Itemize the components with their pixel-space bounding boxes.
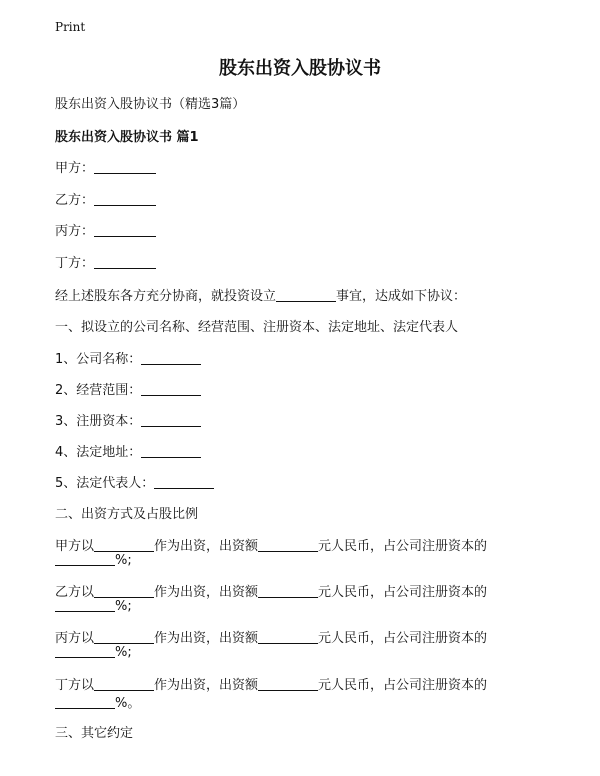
section-heading: 股东出资入股协议书 篇1 [55,130,199,145]
blank-line [94,160,156,174]
item-label: 3、注册资本： [55,414,142,429]
contrib-end: %。 [115,696,141,711]
blank-line [94,255,156,269]
blank-line [141,444,201,458]
blank-line [94,584,154,598]
blank-line [55,644,115,658]
blank-line [94,630,154,644]
blank-line [258,677,318,691]
item-label: 2、经营范围： [55,383,142,398]
item-legal-address [55,441,201,460]
contrib-party: 丙方以 [55,631,95,646]
contrib-text: 作为出资，出资额 [154,678,259,693]
section-1-heading: 一、拟设立的公司名称、经营范围、注册资本、法定地址、法定代表人 [55,320,459,335]
party-line-b [55,189,156,208]
blank-line [55,695,115,709]
blank-line [94,538,154,552]
contrib-party: 甲方以 [55,539,95,554]
document-title: 股东出资入股协议书 [219,58,381,79]
party-line-a [55,157,156,176]
contribution-end-c [55,644,132,660]
contribution-end-a [55,552,132,568]
blank-line [258,538,318,552]
contrib-text: 作为出资，出资额 [154,585,259,600]
blank-line [94,223,156,237]
item-registered-capital [55,410,201,429]
contribution-line-d [55,674,487,693]
item-label: 5、法定代表人： [55,476,155,491]
party-line-d [55,252,156,271]
blank-line [55,552,115,566]
item-company-name [55,348,201,367]
blank-line [258,630,318,644]
blank-line [94,677,154,691]
item-business-scope [55,379,201,398]
party-label: 丙方： [55,224,95,239]
contrib-party: 丁方以 [55,678,95,693]
blank-line [141,382,201,396]
subtitle: 股东出资入股协议书（精选3篇） [55,97,246,112]
party-line-c [55,220,156,239]
contrib-text: 元人民币，占公司注册资本的 [318,678,488,693]
contrib-end: %; [115,553,132,568]
blank-line [258,584,318,598]
contrib-end: %; [115,599,132,614]
print-link[interactable]: Print [55,20,86,34]
contrib-text: 元人民币，占公司注册资本的 [318,539,488,554]
contrib-text: 作为出资，出资额 [154,539,259,554]
intro-text-after: 事宜，达成如下协议： [336,289,467,304]
blank-line [94,192,156,206]
party-label: 丁方： [55,256,95,271]
blank-line [154,475,214,489]
item-legal-representative [55,472,214,491]
item-label: 4、法定地址： [55,445,142,460]
party-label: 甲方： [55,161,95,176]
item-label: 1、公司名称： [55,352,142,367]
blank-line [276,288,336,302]
blank-line [141,351,201,365]
contrib-text: 作为出资，出资额 [154,631,259,646]
intro-text-before: 经上述股东各方充分协商，就投资设立 [55,289,277,304]
contrib-party: 乙方以 [55,585,95,600]
contribution-end-b [55,598,132,614]
contrib-text: 元人民币，占公司注册资本的 [318,585,488,600]
intro-paragraph [55,285,466,304]
section-2-heading: 二、出资方式及占股比例 [55,507,199,522]
section-3-heading: 三、其它约定 [55,726,134,741]
blank-line [141,413,201,427]
contribution-end-d [55,692,140,711]
contrib-end: %; [115,645,132,660]
party-label: 乙方： [55,193,95,208]
blank-line [55,598,115,612]
contrib-text: 元人民币，占公司注册资本的 [318,631,488,646]
